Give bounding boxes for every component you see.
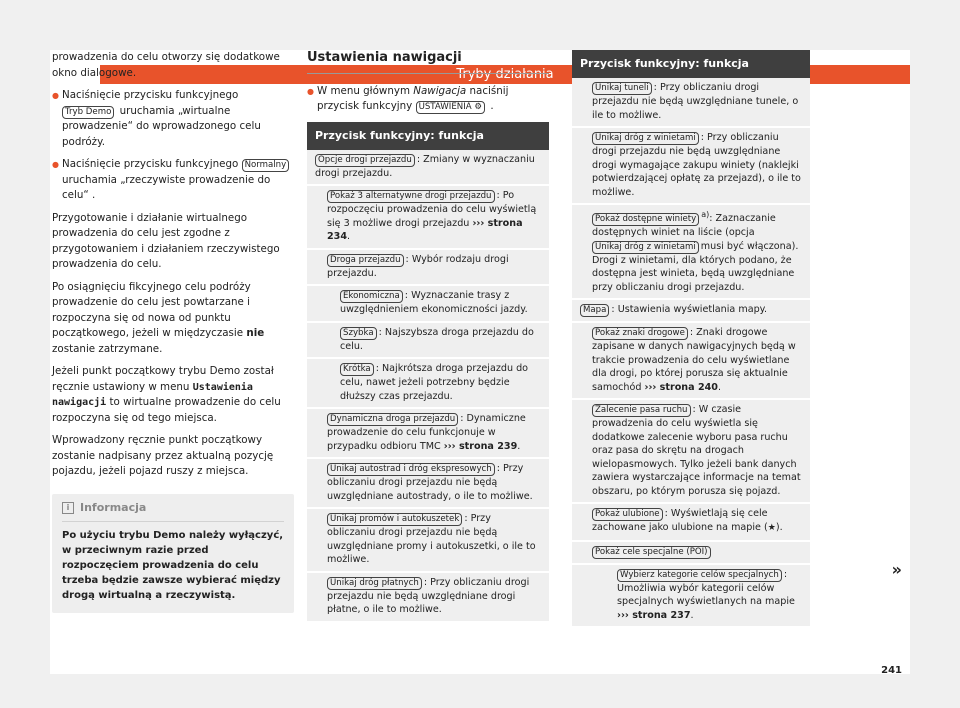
info-text: Po użyciu trybu Demo należy wyłączyć, w przeciwnym razie przed rozpoczęciem prowadzenia do celu trzeba będzie zawsze wybierać między drogą wirtualną a rzeczywistą. xyxy=(62,530,284,601)
function-desc: : Przy obliczaniu drogi przejazdu nie będą uwzględniane promy i autokuszetki, o ile to możliwe. xyxy=(327,513,536,565)
text: zostanie zatrzymane. xyxy=(52,342,163,355)
table-row xyxy=(572,323,810,400)
table-row xyxy=(307,359,549,409)
text: W menu głównym xyxy=(317,84,410,97)
function-key: Unikaj autostrad i dróg ekspresowych xyxy=(327,463,495,476)
table-row xyxy=(307,323,549,360)
key-normalny: Normalny xyxy=(242,159,290,172)
function-desc: : Dynamiczne prowadzenie do celu funkcjonuje w przypadku odbioru TMC xyxy=(327,413,526,452)
text: to wirtualne prowadzenie do celu rozpoczyna się od tego miejsca. xyxy=(52,396,281,424)
function-desc: : Wyznaczanie trasy z uwzględnieniem ekonomiczności jazdy. xyxy=(340,290,528,315)
function-key: Unikaj tuneli xyxy=(592,82,652,95)
function-desc: : Znaki drogowe zapisane w danych nawigacyjnych będą w trakcie prowadzenia do celu wyświetlane dla drogi, po której porusza się aktualnie samochód xyxy=(592,327,796,393)
page-ref: ››› strona 237 xyxy=(617,609,691,621)
info-title: Informacja xyxy=(80,500,147,514)
paragraph xyxy=(52,364,294,426)
function-key: Unikaj dróg płatnych xyxy=(327,577,422,590)
info-box xyxy=(52,494,294,614)
table-row xyxy=(572,128,810,205)
bullet-normal-mode xyxy=(52,157,294,204)
column-left xyxy=(52,50,294,613)
function-table xyxy=(572,50,810,628)
table-row xyxy=(572,78,810,128)
text: . xyxy=(717,381,722,393)
table-row xyxy=(307,409,549,459)
table-row xyxy=(572,300,810,323)
continue-marker: » xyxy=(891,560,902,579)
page-ref: ››› strona 239 xyxy=(443,440,518,452)
text: ). xyxy=(775,522,783,534)
key-tryb-demo: Tryb Demo xyxy=(62,106,114,119)
paragraph: Wprowadzony ręcznie punkt początkowy zostanie nadpisany przez aktualną pozycję pojazdu, jeżeli pojazd ruszy z miejsca. xyxy=(52,434,274,477)
function-key: Unikaj dróg z winietami xyxy=(592,241,699,254)
bullet-text: uruchamia „rzeczywiste prowadzenie do celu“ . xyxy=(62,173,271,201)
function-key: Droga przejazdu xyxy=(327,254,404,267)
function-key: Pokaż ulubione xyxy=(592,508,663,521)
text: . xyxy=(517,440,521,452)
table-row xyxy=(572,565,810,629)
function-key: Krótka xyxy=(340,363,374,376)
function-desc: : Przy obliczaniu drogi przejazdu nie będą uwzględniane drogi płatne, o ile to możliwe. xyxy=(327,576,530,615)
function-key: Unikaj promów i autokuszetek xyxy=(327,513,462,526)
function-desc: : Zaznaczanie dostępnych winiet na liście (opcja xyxy=(592,213,776,239)
function-desc: : Po rozpoczęciu prowadzenia do celu wyświetlą się 3 możliwe drogi przejazdu xyxy=(327,190,537,229)
table-row xyxy=(572,504,810,542)
table-row xyxy=(307,250,549,287)
table-row xyxy=(572,542,810,565)
menu-name: Ustawienia nawigacji xyxy=(52,381,253,408)
bullet-text: Naciśnięcie przycisku funkcyjnego xyxy=(62,158,239,170)
table-row xyxy=(307,573,549,623)
page-ref: ››› strona 240 xyxy=(644,381,718,393)
menu-name: Nawigacja xyxy=(413,84,467,97)
function-desc: : W czasie prowadzenia do celu wyświetla się dodatkowe zalecenie wyboru pasa ruchu oraz pasa do skrętu na drogach wielopasmowych. Tylko jeżeli bank danych zawiera wystarczające informacje na temat obszaru, po którym porusza się pojazd. xyxy=(592,404,801,497)
table-row xyxy=(307,286,549,323)
bullet-text: uruchamia „wirtualne prowadzenie“ do wprowadzonego celu podróży. xyxy=(62,104,261,148)
function-key: Ekonomiczna xyxy=(340,290,403,303)
page-ref: ››› strona 234 xyxy=(327,217,523,242)
text: Po osiągnięciu fikcyjnego celu podróży prowadzenie do celu jest powtarzane i rozpoczyna się od nowa od punktu początkowego, jeżeli w międzyczasie xyxy=(52,280,251,339)
paragraph: Przygotowanie i działanie wirtualnego prowadzenia do celu jest zgodne z przygotowaniem i działaniem rzeczywistego prowadzenia do celu. xyxy=(52,211,280,270)
text: . xyxy=(347,231,351,242)
function-desc: Drogi z winietami, dla których podano, że dostępna jest winieta, będą uwzględniane przy obliczaniu drogi przejazdu. xyxy=(592,254,795,293)
table-row xyxy=(307,459,549,509)
function-desc: : Ustawienia wyświetlania mapy. xyxy=(611,304,768,316)
table-row xyxy=(572,205,810,300)
page-number: 241 xyxy=(881,665,902,676)
bold-text: nie xyxy=(246,327,265,339)
function-key: Mapa xyxy=(580,304,609,317)
info-icon: i xyxy=(62,502,74,514)
table-row xyxy=(307,150,549,187)
bullet-demo-mode xyxy=(52,88,294,150)
bullet-settings xyxy=(307,84,549,115)
text: naciśnij przycisk funkcyjny xyxy=(317,84,509,112)
function-desc: : Najszybsza droga przejazdu do celu. xyxy=(340,326,534,352)
function-table xyxy=(307,122,549,623)
function-key: Szybka xyxy=(340,327,377,340)
table-row xyxy=(307,186,549,250)
function-key: Pokaż znaki drogowe xyxy=(592,327,688,340)
function-desc: : Przy obliczaniu drogi przejazdu nie będą uwzględniane tunele, o ile to możliwe. xyxy=(592,82,799,121)
function-key: Pokaż 3 alternatywne drogi przejazdu xyxy=(327,190,495,203)
key-ustawienia: USTAWIENIA ⚙ xyxy=(416,101,485,114)
function-key: Dynamiczna droga przejazdu xyxy=(327,413,458,426)
function-desc: : Zmiany w wyznaczaniu drogi przejazdu. xyxy=(315,153,535,179)
function-desc: : Wyświetlają się cele zachowane jako ulubione na mapie ( xyxy=(592,508,768,534)
function-key: Pokaż dostępne winiety xyxy=(592,213,699,226)
table-header: Przycisk funkcyjny: funkcja xyxy=(307,122,549,150)
function-key: Pokaż cele specjalne (POI) xyxy=(592,546,711,559)
bullet-text: Naciśnięcie przycisku funkcyjnego xyxy=(62,89,239,101)
table-row xyxy=(307,509,549,573)
table-header: Przycisk funkcyjny: funkcja xyxy=(572,50,810,78)
function-desc: : Umożliwia wybór kategorii celów specjalnych wyświetlanych na mapie xyxy=(617,568,795,608)
column-right xyxy=(572,50,810,628)
text: . xyxy=(690,609,694,621)
column-middle xyxy=(307,50,549,623)
paragraph xyxy=(52,280,294,358)
function-key: Zalecenie pasa ruchu xyxy=(592,404,691,417)
function-key: Unikaj dróg z winietami xyxy=(592,132,699,145)
footnote-marker: a) xyxy=(701,210,710,219)
function-desc: : Przy obliczaniu drogi przejazdu nie będą uwzględniane drogi wymagające zakupu winiety (naklejki potwierdzającej opłatę za przejazd), o ile to możliwe. xyxy=(592,132,801,198)
page-header: Tryby działania xyxy=(100,65,910,84)
star-icon: ★ xyxy=(767,523,776,534)
function-desc: : Najkrótsza droga przejazdu do celu, nawet jeżeli potrzebny będzie dłuższy czas przejazdu. xyxy=(340,363,529,402)
text: Jeżeli punkt początkowy trybu Demo został ręcznie ustawiony w menu xyxy=(52,365,274,393)
text: . xyxy=(490,100,494,112)
function-key: Opcje drogi przejazdu xyxy=(315,154,415,167)
function-key: Wybierz kategorie celów specjalnych xyxy=(617,569,782,582)
section-title: Ustawienia nawigacji xyxy=(307,50,549,74)
function-desc: musi być włączona). xyxy=(700,240,799,252)
info-header xyxy=(62,500,284,523)
paragraph: prowadzenia do celu otworzy się dodatkowe okno dialogowe. xyxy=(52,51,280,79)
function-desc: : Przy obliczaniu drogi przejazdu nie będą uwzględniane autostrady, o ile to możliwe. xyxy=(327,463,533,502)
table-row xyxy=(572,400,810,504)
function-desc: : Wybór rodzaju drogi przejazdu. xyxy=(327,253,509,279)
